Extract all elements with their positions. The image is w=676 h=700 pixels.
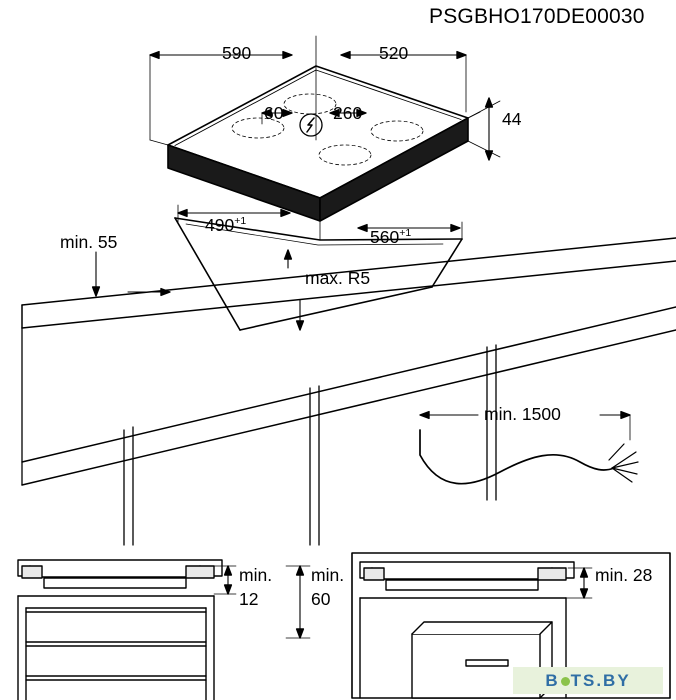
dimension-width-590: 590 xyxy=(222,43,252,63)
section-left xyxy=(18,560,222,700)
hob-body xyxy=(168,66,468,221)
dimension-height-44: 44 xyxy=(502,109,522,129)
dimension-cutout-depth-490 xyxy=(205,216,246,234)
dimension-min-cable-1500: min. 1500 xyxy=(484,404,561,424)
dimension-cable-offset-60: 60 xyxy=(264,103,284,123)
dimension-cable-distance-260: 260 xyxy=(333,103,363,123)
cutout-depth-value: 490 xyxy=(205,214,235,235)
watermark-suffix: TS.BY xyxy=(570,670,631,690)
dimension-min-front-label: min. xyxy=(239,565,273,585)
dimension-cutout-width-560 xyxy=(370,228,411,246)
dimension-min-front-value: 12 xyxy=(239,589,259,609)
cutout-depth-tolerance: +1 xyxy=(234,215,247,227)
cable-curve xyxy=(420,430,614,484)
dimension-min-oven-28: min. 28 xyxy=(595,565,653,585)
worktop-front-edge xyxy=(22,307,676,485)
cabinet-lines xyxy=(124,345,496,545)
dimension-min-drawer-label: min. xyxy=(311,565,345,585)
cutout-width-value: 560 xyxy=(370,226,400,247)
dimension-corner-radius: max. R5 xyxy=(305,268,371,288)
watermark xyxy=(513,667,663,694)
dimension-min-worktop-55: min. 55 xyxy=(60,232,118,252)
dimension-min-drawer-value: 60 xyxy=(311,589,331,609)
cutout-width-tolerance: +1 xyxy=(399,227,412,239)
watermark-dot-icon xyxy=(561,677,570,686)
model-code: PSGBHO170DE00030 xyxy=(429,5,645,28)
watermark-prefix: B xyxy=(545,670,560,690)
dimension-depth-520: 520 xyxy=(379,43,409,63)
